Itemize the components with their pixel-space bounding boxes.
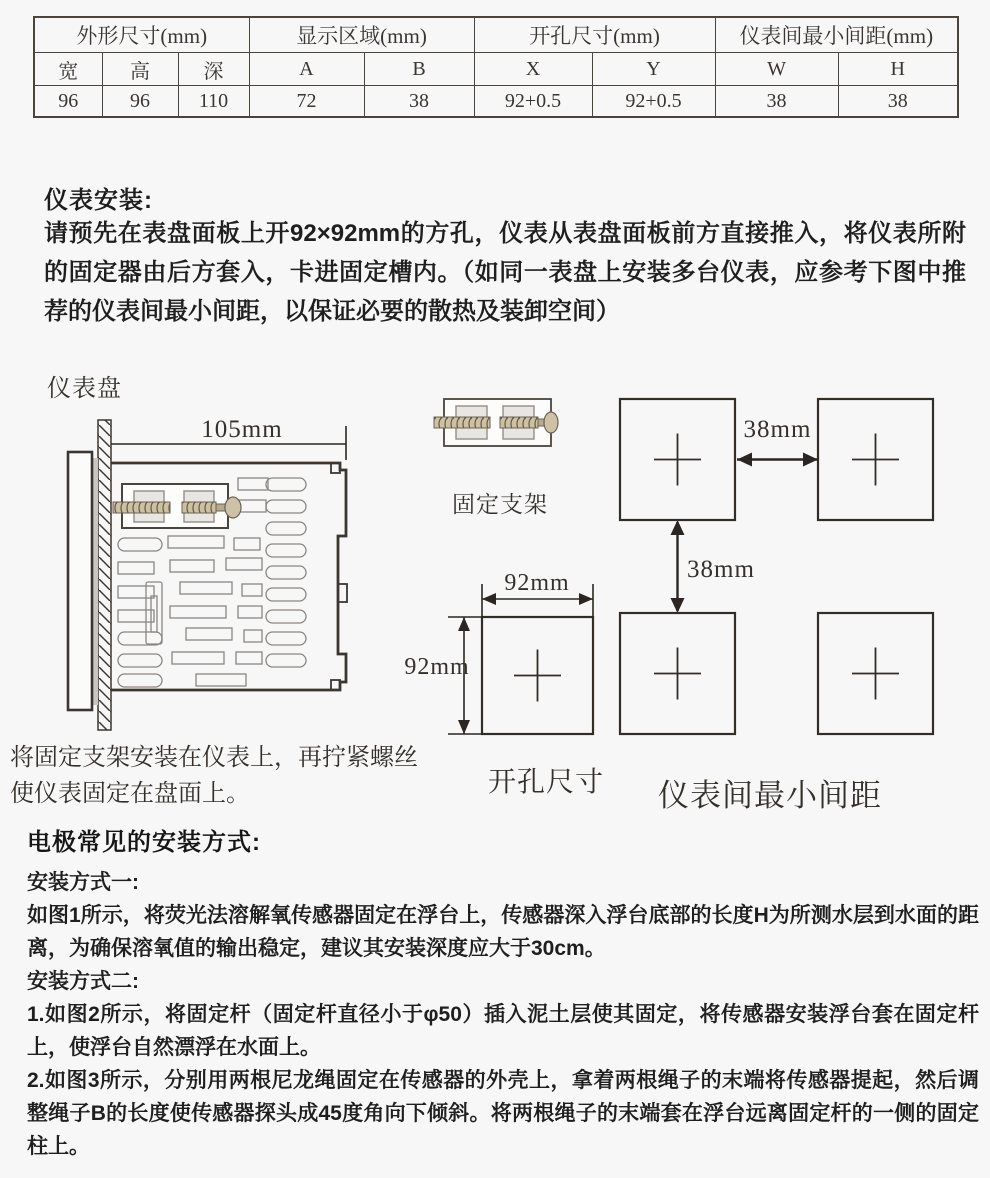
method1-body: 如图1所示，将荧光法溶解氧传感器固定在浮台上，传感器深入浮台底部的长度H为所测水层到水面的距离，为确保溶氧值的输出稳定，建议其安装深度应大于30cm。	[27, 904, 979, 960]
cutout-width-dimension	[482, 570, 593, 617]
panel-side-view	[47, 375, 347, 730]
cutout-height-dimension	[404, 617, 483, 734]
panel-wall-hatch	[98, 420, 111, 730]
cutout-spacing-layout	[404, 399, 933, 813]
gap-dimension-vertical	[671, 520, 755, 613]
val-a: 72	[249, 86, 364, 118]
group-outline-dims: 外形尺寸(mm)	[34, 17, 249, 53]
cutout-square-bottom-middle	[620, 613, 735, 734]
cutout-square-top-right	[818, 399, 933, 520]
method2-title: 安装方式二:	[27, 970, 139, 993]
bracket-label: 固定支架	[452, 492, 548, 517]
table-subheader-row	[34, 53, 958, 86]
val-depth: 110	[178, 86, 249, 118]
col-width: 宽	[34, 53, 102, 86]
method2-item-1: 1.如图2所示，将固定杆（固定杆直径小于φ50）插入泥土层使其固定，将传感器安装浮台套在固定杆上，使浮台自然漂浮在水面上。	[27, 1003, 979, 1059]
table-group-header-row	[34, 17, 958, 53]
val-x: 92+0.5	[474, 86, 592, 118]
screw-head	[225, 497, 241, 518]
install-paragraph: 请预先在表盘面板上开92×92mm的方孔，仪表从表盘面板前方直接推入，将仪表所附的固定器由后方套入，卡进固定槽内。（如同一表盘上安装多台仪表，应参考下图中推荐的仪表间最小间距，以保证必要的散热及装卸空间）	[44, 220, 966, 325]
screw-head	[544, 412, 558, 433]
mounting-bracket-side	[113, 484, 241, 528]
gap-v-label: 38mm	[687, 556, 755, 583]
val-width: 96	[34, 86, 102, 118]
fixing-bracket-front	[434, 399, 558, 517]
depth-dimension-label: 105mm	[201, 416, 283, 443]
electrode-section	[27, 822, 979, 1163]
val-w: 38	[715, 86, 838, 118]
val-h: 38	[838, 86, 958, 118]
instrument-bezel	[68, 452, 92, 710]
group-cutout-size: 开孔尺寸(mm)	[474, 17, 715, 53]
col-h: H	[838, 53, 958, 86]
col-height: 高	[102, 53, 178, 86]
col-depth: 深	[178, 53, 249, 86]
install-heading: 仪表安装:	[44, 187, 153, 214]
method2-item-2: 2.如图3所示，分别用两根尼龙绳固定在传感器的外壳上，拿着两根绳子的末端将传感器提起，然后调整绳子B的长度使传感器探头成45度角向下倾斜。将两根绳子的末端套在浮台远离固定杆的一侧的固定柱上。	[27, 1069, 979, 1158]
col-x: X	[474, 53, 592, 86]
col-y: Y	[592, 53, 715, 86]
cutout-dimension-square	[482, 617, 593, 734]
gap-h-label: 38mm	[743, 416, 812, 443]
mount-note: 将固定支架安装在仪表上，再拧紧螺丝使仪表固定在盘面上。	[10, 745, 418, 807]
depth-dimension	[111, 416, 346, 460]
col-b: B	[364, 53, 474, 86]
val-b: 38	[364, 86, 474, 118]
group-min-spacing: 仪表间最小间距(mm)	[715, 17, 958, 53]
gap-dimension-horizontal	[737, 416, 818, 467]
cutout-caption: 开孔尺寸	[488, 767, 605, 798]
col-a: A	[249, 53, 364, 86]
group-display-area: 显示区域(mm)	[249, 17, 474, 53]
table-value-row	[34, 86, 958, 118]
cutout-square-top-left	[620, 399, 735, 520]
spacing-caption: 仪表间最小间距	[658, 778, 882, 813]
spec-table	[33, 16, 959, 118]
val-height: 96	[102, 86, 178, 118]
cutout-square-bottom-right	[818, 613, 933, 734]
col-w: W	[715, 53, 838, 86]
electrode-heading: 电极常见的安装方式:	[27, 829, 261, 856]
panel-label: 仪表盘	[47, 376, 122, 402]
val-y: 92+0.5	[592, 86, 715, 118]
cutout-height-label: 92mm	[404, 654, 470, 680]
cutout-width-label: 92mm	[504, 570, 570, 596]
method1-title: 安装方式一:	[27, 871, 139, 894]
